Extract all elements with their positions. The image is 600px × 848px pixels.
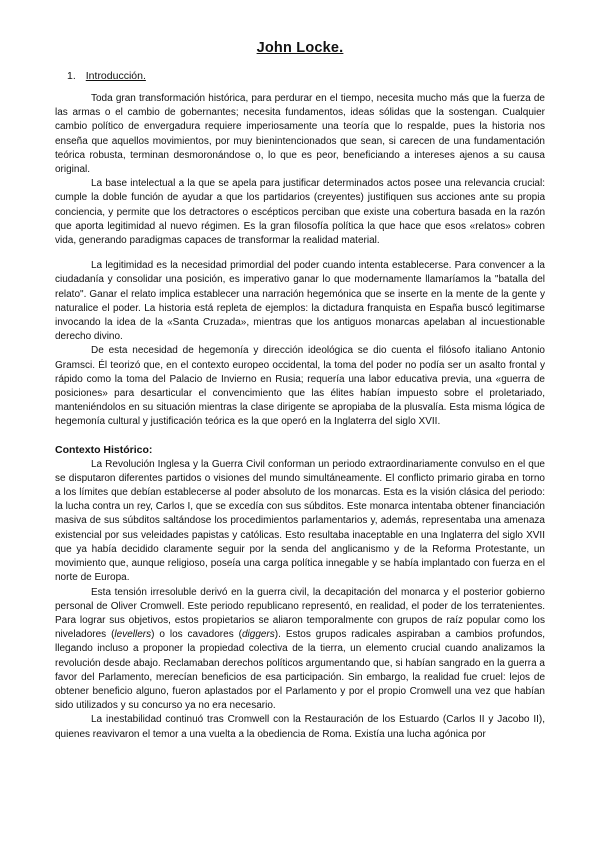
document-title: John Locke. — [256, 40, 344, 56]
term-diggers: diggers — [241, 629, 275, 641]
term-levellers: levellers — [114, 629, 152, 641]
paragraph: La inestabilidad continuó tras Cromwell con la Restauración de los Estuardo (Carlos II y Jacobo II), quienes reavivaron el temor a una vuelta a la obediencia de Roma. Existía una lucha agónica por — [55, 714, 545, 740]
section-label: Introducción. — [85, 70, 146, 82]
context-heading: Contexto Histórico: — [55, 443, 153, 456]
paragraph: De esta necesidad de hegemonía y dirección ideológica se dio cuenta el filósofo italiano Antonio Gramsci. Él teorizó que, en el contexto europeo occidental, la toma del poder no podía ser un asalto frontal y rápido como la toma del Palacio de Invierno en Rusia; requería una labor educativa previa, una «guerra de posiciones» para desarticular el convencimiento que las élites habían impuesto sobre el proletariado, manteniéndolos en su situación mientras la clase dirigente se apropiaba de la plusvalía. Esta misma lógica de hegemonía cultural y justificación teórica es la que operó en la Inglaterra del siglo XVII. — [55, 345, 545, 428]
text-run: ). Estos grupos radicales aspiraban a cambios profundos, llegando incluso a proponer la propiedad colectiva de la tierra, un elemento crucial cuando analizamos la revolución desde abajo. Reclamaban derechos políticos argumentando que, si habían sangrado en la guerra a favor del Parlamento, merecían beneficios de esa participación. Sin embargo, la realidad fue cruel: lejos de obtener beneficio alguno, fueron aplastados por el Parlamento y por el propio Cromwell una vez que habían sido utilizados y su concurso ya no era necesario. — [55, 629, 545, 712]
text-run: Esta tensión irresoluble derivó en la guerra civil, la decapitación del monarca y el posterior gobierno personal de Oliver Cromwell. Este periodo republicano representó, en realidad, el poder de los terratenientes. Para lograr sus objetivos, estos propietarios se aliaron temporalmente con grupos de raíz popular como los niveladores ( — [55, 586, 545, 641]
paragraph: La base intelectual a la que se apela para justificar determinados actos posee una relevancia crucial: cumple la doble función de ayudar a que los partidarios (creyentes) justifiquen sus acciones ante su propia conciencia, y permite que los detractores o escépticos perciban que existe una cobertura basada en la razón que aporta legitimidad al nuevo régimen. Es la gran filosofía política la que hace que esos «relatos» cobren vida, generando paradigmas capaces de transformar la realidad material. — [55, 178, 545, 247]
paragraph — [55, 586, 545, 714]
text-run: ) o los cavadores ( — [151, 629, 242, 641]
paragraph: La legitimidad es la necesidad primordial del poder cuando intenta establecerse. Para convencer a la ciudadanía y consolidar una posición, es imperativo ganar lo que modernamente llamaríamos la "batalla del relato". Ganar el relato implica establecer una narración hegemónica que se inserte en la mente de la gente y naturalice el poder. La historia está repleta de ejemplos: la dictadura franquista en España buscó legitimarse invocando la idea de la «Santa Cruzada», mientras que los antiguos monarcas apelaban al incuestionable derecho divino. — [55, 260, 545, 343]
section-number: 1. — [67, 70, 76, 82]
paragraph: Toda gran transformación histórica, para perdurar en el tiempo, necesita mucho más que la fuerza de las armas o el cambio de gobernantes; necesita fundamentos, ideas sólidas que la sostengan. Cualquier cambio político de envergadura requiere imperiosamente una teoría que lo respalde, pues la historia nos enseña que aquellos movimientos, por muy bienintencionados que sean, si carecen de una fundamentación teórica robusta, terminan desmoronándose o, lo que es peor, beneficiando a intereses ajenos a su causa original. — [55, 93, 545, 176]
section-heading — [67, 70, 545, 82]
paragraph: La Revolución Inglesa y la Guerra Civil conforman un periodo extraordinariamente convulso en el que se disputaron diferentes partidos o visiones del mundo simultáneamente. El conflicto primario giraba en torno a los límites que debían establecerse al poder absoluto de los monarcas. Esta es la visión clásica del periodo: la lucha contra un rey, Carlos I, que se excedía con sus súbditos. Este monarca intentaba obtener financiación masiva de sus súbditos saltándose los procedimientos parlamentarios y, además, representaba una amenaza existencial por sus veleidades papistas y católicas. Esto resultaba inaceptable en una Inglaterra del siglo XVII que ya había decidido claramente seguir por la senda del anglicanismo y de la Reforma Protestante, un movimiento que, aunque religioso, poseía una carga política innegable y se había implantado con fuerza en el norte de Europa. — [55, 458, 545, 584]
